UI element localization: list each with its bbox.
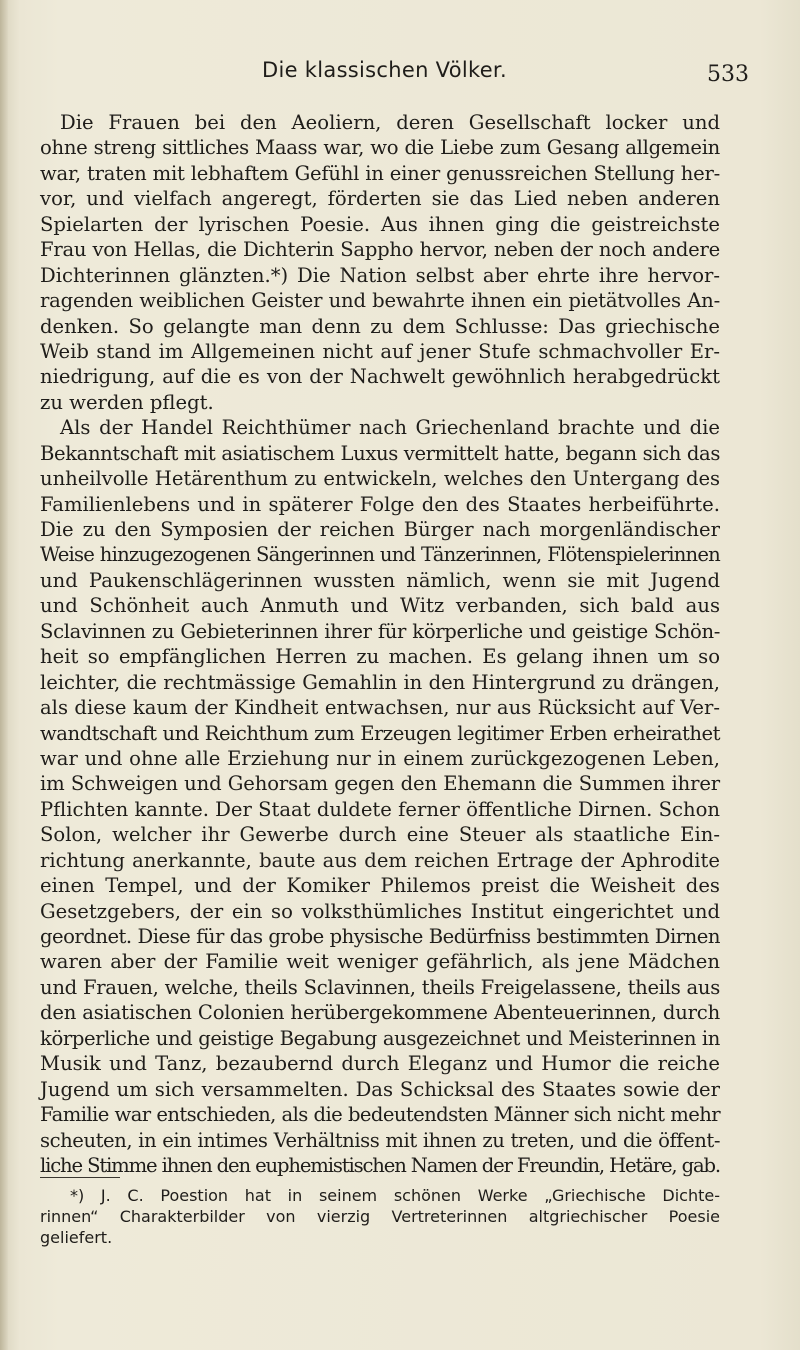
page-gutter-shadow [0,0,8,1350]
text-line: denken. So gelangte man denn zu dem Schlusse: Das griechische [40,314,720,338]
text-line: heit so empfänglichen Herren zu machen. Es gelang ihnen um so [40,645,720,669]
text-line: ragenden weiblichen Geister und bewahrte ihnen ein pietätvolles An- [40,289,720,313]
text-line: körperliche und geistige Begabung ausgezeichnet und Meisterinnen in [40,1026,720,1050]
text-line: Sclavinnen zu Gebieterinnen ihrer für körperliche und geistige Schön- [40,619,720,643]
page-number: 533 [707,62,749,87]
text-line: und Paukenschlägerinnen wussten nämlich, wenn sie mit Jugend [40,568,720,592]
text-line: Familie war entschieden, als die bedeutendsten Männer sich nicht mehr [40,1103,720,1127]
footnote-line: geliefert. [40,1228,113,1247]
text-line: vor, und vielfach angeregt, förderten sie das Lied neben anderen [40,187,720,211]
text-line: Weib stand im Allgemeinen nicht auf jener Stufe schmachvoller Er- [40,339,720,363]
text-line: war, traten mit lebhaftem Gefühl in einer genussreichen Stellung her- [40,161,720,185]
running-head-title: Die klassischen Völker. [262,58,507,82]
text-line: den asiatischen Colonien herübergekommene Abenteuerinnen, durch [40,1001,720,1025]
footnote-rule [40,1177,120,1178]
footnote [40,1185,720,1248]
footnote-line: rinnen“ Charakterbilder von vierzig Vertreterinnen altgriechischer Poesie [40,1207,720,1226]
text-line: richtung anerkannte, baute aus dem reichen Ertrage der Aphrodite [40,848,720,872]
text-line: Spielarten der lyrischen Poesie. Aus ihnen ging die geistreichste [40,212,720,236]
text-line: als diese kaum der Kindheit entwachsen, nur aus Rücksicht auf Ver- [40,696,720,720]
main-text [40,110,720,1178]
text-line: geordnet. Diese für das grobe physische Bedürfniss bestimmten Dirnen [40,925,720,948]
footnote-line: *) J. C. Poestion hat in seinem schönen Werke „Griechische Dichte- [70,1186,720,1205]
text-line: Frau von Hellas, die Dichterin Sappho hervor, neben der noch andere [40,238,720,262]
text-line: Die zu den Symposien der reichen Bürger nach morgenländischer [40,518,720,541]
text-line: Gesetzgebers, der ein so volksthümliches Institut eingerichtet und [40,899,720,923]
text-line: Die Frauen bei den Aeoliern, deren Gesellschaft locker und [60,111,720,134]
text-line: Dichterinnen glänzten.*) Die Nation selbst aber ehrte ihre hervor- [40,263,720,287]
text-line: ohne streng sittliches Maass war, wo die Liebe zum Gesang allgemein [40,136,720,160]
text-line: Pflichten kannte. Der Staat duldete ferner öffentliche Dirnen. Schon [40,797,720,821]
text-line: war und ohne alle Erziehung nur in einem zurückgezogenen Leben, [40,746,720,770]
text-line: Weise hinzugezogenen Sängerinnen und Tänzerinnen, Flötenspielerinnen [40,543,720,567]
text-line: Jugend um sich versammelten. Das Schicksal des Staates sowie der [40,1077,720,1101]
text-line: unheilvolle Hetärenthum zu entwickeln, welches den Untergang des [40,467,720,491]
text-line: niedrigung, auf die es von der Nachwelt gewöhnlich herabgedrückt [40,365,720,389]
text-line: Solon, welcher ihr Gewerbe durch eine Steuer als staatliche Ein- [40,823,720,847]
text-line: leichter, die rechtmässige Gemahlin in den Hintergrund zu drängen, [40,670,720,694]
text-line: Musik und Tanz, bezaubernd durch Eleganz und Humor die reiche [40,1052,720,1076]
text-line: wandtschaft und Reichthum zum Erzeugen legitimer Erben erheirathet [40,721,720,745]
text-line: Bekanntschaft mit asiatischem Luxus vermittelt hatte, begann sich das [40,441,720,465]
text-line: einen Tempel, und der Komiker Philemos preist die Weisheit des [40,874,720,898]
running-header [0,58,800,88]
text-line: im Schweigen und Gehorsam gegen den Ehemann die Summen ihrer [40,772,720,796]
text-line: waren aber der Familie weit weniger gefährlich, als jene Mädchen [40,950,720,974]
text-line: Familienlebens und in späterer Folge den des Staates herbeiführte. [40,492,720,516]
text-line: und Frauen, welche, theils Sclavinnen, theils Freigelassene, theils aus [40,975,720,999]
text-line: zu werden pflegt. [40,390,214,414]
text-line: und Schönheit auch Anmuth und Witz verbanden, sich bald aus [40,594,720,618]
text-line: Als der Handel Reichthümer nach Griechenland brachte und die [60,416,720,440]
text-line: liche Stimme ihnen den euphemistischen Namen der Freundin, Hetäre, gab. [40,1153,720,1177]
text-line: scheuten, in ein intimes Verhältniss mit ihnen zu treten, und die öffent- [40,1128,720,1152]
